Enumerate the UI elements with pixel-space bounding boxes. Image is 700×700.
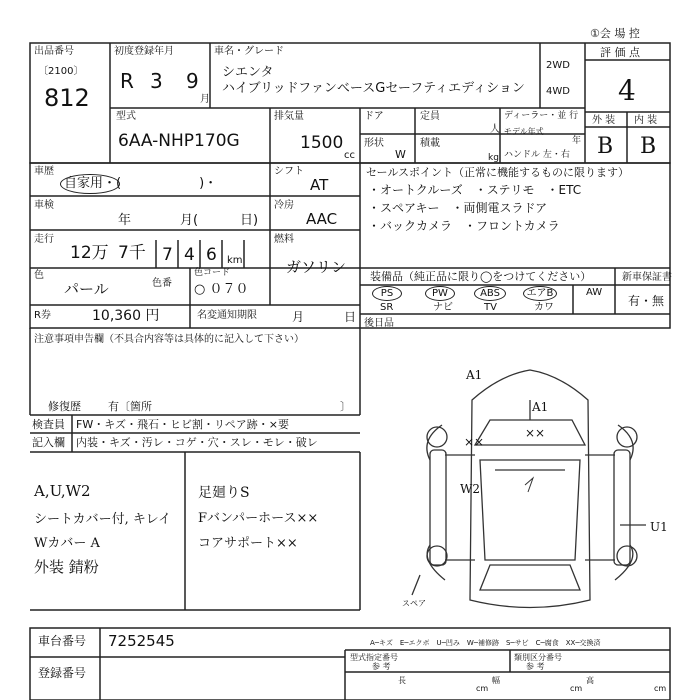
mileage-digit-2: 4 (184, 245, 195, 265)
interior-grade: B (640, 134, 657, 159)
equip-tv: TV (484, 302, 497, 313)
shift-value: AT (310, 176, 329, 194)
handwritten-left-4: 外装 錆粉 (34, 558, 99, 576)
capacity-label: 定員 (420, 111, 440, 122)
damage-mark-w2: W2 (460, 482, 480, 496)
capacity-unit: 人 (490, 124, 500, 135)
repair-value: 有〔箇所 (108, 400, 152, 413)
type-label: 型式 (116, 111, 136, 122)
ac-value: AAC (306, 210, 338, 228)
damage-mark-a1-hood: A1 (532, 400, 549, 414)
inspection-year: 年 (118, 213, 132, 228)
damage-legend: A─キズ E─エクボ U─凹み W─補修跡 S─サビ C─腐食 XX─交換済 (370, 639, 601, 647)
registration-year: 3 (150, 69, 163, 93)
registration-era: R (120, 69, 134, 93)
damage-mark-xx-left: ×× (464, 435, 485, 449)
inspection-label: 車検 (34, 200, 54, 211)
registration-month-unit: 月 (200, 94, 210, 105)
notes-title: 注意事項申告欄（不具合内容等は具体的に記入して下さい） (34, 334, 304, 345)
equip-navi: ナビ (433, 302, 453, 313)
load-unit: kg (488, 153, 499, 163)
spare-label: スペア (402, 599, 426, 608)
registration-month: 9 (186, 69, 199, 93)
drive-4wd: 4WD (546, 86, 570, 97)
history-value: 自家用・( )・ (64, 176, 218, 191)
color-code-heading: 色コード (194, 268, 231, 278)
handwritten-right-1: 足廻りS (198, 485, 250, 501)
sales-point-line-2: ・スペアキー ・両側電スラドア (368, 201, 548, 215)
doors-label: ドア (364, 111, 384, 122)
type-designation-ref: 参 考 (372, 662, 391, 671)
length-unit: cm (476, 684, 489, 693)
checks-label-1: 検査員 (32, 418, 65, 431)
name-change-month: 月 (292, 310, 305, 324)
sales-points-title: セールスポイント（正常に機能するものに限ります） (366, 166, 630, 179)
rating-label: 評 価 点 (600, 46, 640, 59)
remarks-label: 後日品 (364, 318, 394, 329)
reg-number-label: 登録番号 (38, 666, 87, 680)
handwritten-left-3: Wカバー A (34, 536, 100, 551)
equip-kawa: カワ (534, 302, 554, 313)
history-label: 車歴 (34, 166, 54, 177)
sales-point-line-1: ・オートクルーズ ・ステリモ ・ETC (368, 183, 582, 197)
mileage-digit-3: 6 (206, 245, 217, 265)
fuel-value: ガソリン (286, 258, 347, 276)
checks-row-2: 内装・キズ・汚レ・コゲ・穴・スレ・モレ・破レ (76, 436, 318, 449)
mileage-sen: 7千 (118, 243, 146, 263)
warranty-label: 新車保証書 (622, 272, 672, 283)
mileage-label: 走行 (34, 234, 54, 245)
repair-close: 〕 (340, 400, 351, 413)
handwritten-right-2: Fバンパーホース×× (198, 511, 319, 526)
lot-label: 出品番号 (34, 46, 74, 57)
damage-mark-u1: U1 (650, 520, 668, 534)
handwritten-right-3: コアサポート×× (198, 536, 298, 551)
inspection-month: 月( (180, 213, 199, 228)
equip-aw: AW (586, 287, 603, 298)
equip-pw: PW (425, 286, 455, 301)
handle-label: ハンドル 左・右 (504, 150, 570, 160)
ac-label: 冷房 (274, 200, 294, 211)
venue-label: ①会 場 控 (590, 27, 640, 40)
chassis-value: 7252545 (108, 632, 175, 650)
type-value: 6AA-NHP170G (118, 131, 240, 151)
fuel-label: 燃料 (274, 234, 294, 245)
registration-label: 初度登録年月 (114, 46, 174, 57)
load-label: 積載 (420, 138, 440, 149)
damage-mark-a1-top: A1 (466, 368, 483, 382)
exterior-grade-label: 外 装 (592, 115, 616, 126)
dealer-label: ディーラー・並 行 (504, 111, 579, 121)
recycle-label: R券 (34, 310, 51, 321)
equip-ps: PS (372, 286, 402, 301)
chassis-label: 車台番号 (38, 634, 87, 648)
mileage-digit-1: 7 (162, 245, 173, 265)
height-label: 高 (586, 676, 594, 685)
name-change-day: 日 (344, 310, 357, 324)
model-year-label: モデル年式 (504, 127, 544, 136)
category-ref: 参 考 (526, 662, 545, 671)
color-label: 色 (34, 270, 44, 281)
displacement-unit: cc (344, 150, 355, 161)
equip-airbag: エアB (523, 286, 557, 301)
length-label: 長 (398, 676, 406, 685)
rating-score: 4 (618, 74, 636, 107)
color-code-label: 色番 (152, 278, 172, 289)
mileage-unit: km (227, 255, 243, 266)
checks-row-1: FW・キズ・飛石・ヒビ割・リペア跡・×要 (76, 418, 289, 431)
body-shape-value: W (395, 148, 406, 161)
interior-grade-label: 内 装 (634, 115, 658, 126)
equip-abs: ABS (474, 286, 506, 301)
height-unit: cm (654, 684, 667, 693)
recycle-value: 10,360 円 (92, 308, 160, 324)
repair-label: 修復歴 (48, 400, 81, 413)
drive-2wd: 2WD (546, 60, 570, 71)
model-label: 車名・グレード (214, 46, 284, 57)
color-code-value: ○ ０７０ (194, 282, 249, 297)
inspection-day: 日) (240, 213, 259, 228)
exterior-grade: B (597, 134, 614, 159)
lot-code: 〔2100〕 (38, 66, 84, 77)
width-label: 幅 (492, 676, 500, 685)
color-value: パール (64, 280, 109, 298)
lot-number: 812 (44, 84, 90, 112)
handwritten-left-1: A,U,W2 (34, 482, 91, 500)
damage-mark-xx-center: ×× (525, 426, 546, 440)
shift-label: シフト (274, 166, 304, 177)
body-shape-label: 形状 (364, 138, 384, 149)
model-name: シエンタ (222, 65, 274, 80)
sales-point-line-3: ・バックカメラ ・フロントカメラ (368, 219, 560, 233)
width-unit: cm (570, 684, 583, 693)
model-year-unit: 年 (572, 136, 582, 146)
displacement-value: 1500 (300, 133, 344, 153)
category-label: 類別区分番号 (514, 653, 562, 662)
equip-sr: SR (380, 302, 394, 313)
warranty-value: 有・無 (628, 294, 665, 308)
displacement-label: 排気量 (274, 111, 304, 122)
type-designation-label: 型式指定番号 (350, 653, 398, 662)
name-change-label: 名変通知期限 (197, 310, 257, 321)
handwritten-left-2: シートカバー付, キレイ (34, 512, 172, 527)
checks-label-2: 記入欄 (32, 436, 65, 449)
mileage-man: 12万 (70, 243, 109, 263)
equipment-title: 装備品（純正品に限り◯をつけてください） (370, 270, 592, 283)
model-grade: ハイブリッドファンベースGセーフティエディション (222, 81, 525, 96)
